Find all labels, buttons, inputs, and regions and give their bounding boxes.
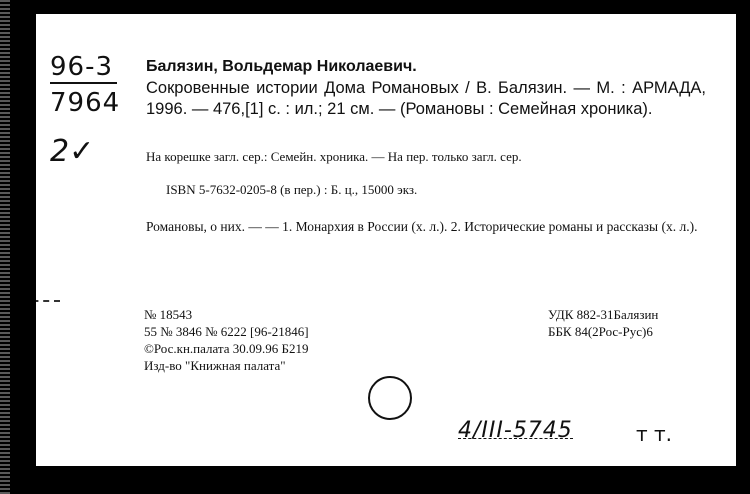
registration-numbers [144, 306, 309, 374]
call-number-line2: 7964 [50, 88, 121, 118]
series-number: 55 № 3846 № 6222 [96-21846] [144, 324, 309, 339]
publisher-credit: Изд-во "Книжная палата" [144, 358, 286, 373]
classification-codes [548, 306, 658, 340]
catalog-card [36, 14, 736, 466]
inventory-number: 4/III-5745 [458, 418, 573, 443]
chamber-stamp: ©Рос.кн.палата 30.09.96 Б219 [144, 341, 309, 356]
circle-stamp [368, 376, 412, 420]
isbn-line: ISBN 5-7632-0205-8 (в пер.) : Б. ц., 15000 экз. [166, 182, 418, 197]
initials: т т. [636, 422, 673, 446]
record-number: № 18543 [144, 307, 193, 322]
notes: На корешке загл. сер.: Семейн. хроника. — На пер. только загл. сер. [146, 149, 522, 164]
subject-headings: Романовы, о них. — — 1. Монархия в России (х. л.). 2. Исторические романы и рассказы (х. л.). [146, 219, 698, 234]
author-heading: Балязин, Вольдемар Николаевич. [146, 58, 417, 75]
title-block: Сокровенные истории Дома Романовых / В. Балязин. — М. : АРМАДА, 1996. — 476,[1] с. : ил.; 21 см. — (Романовы : Семейная хроника). [146, 79, 706, 118]
udk-code: УДК 882-31Балязин [548, 307, 659, 322]
handwritten-mark: 2✓ [50, 134, 95, 169]
call-number-line1: 96-3 [50, 52, 114, 82]
dotted-rule [36, 300, 60, 302]
bbk-code: ББК 84(2Рос-Рус)6 [548, 324, 653, 339]
scan-edge [0, 0, 10, 494]
